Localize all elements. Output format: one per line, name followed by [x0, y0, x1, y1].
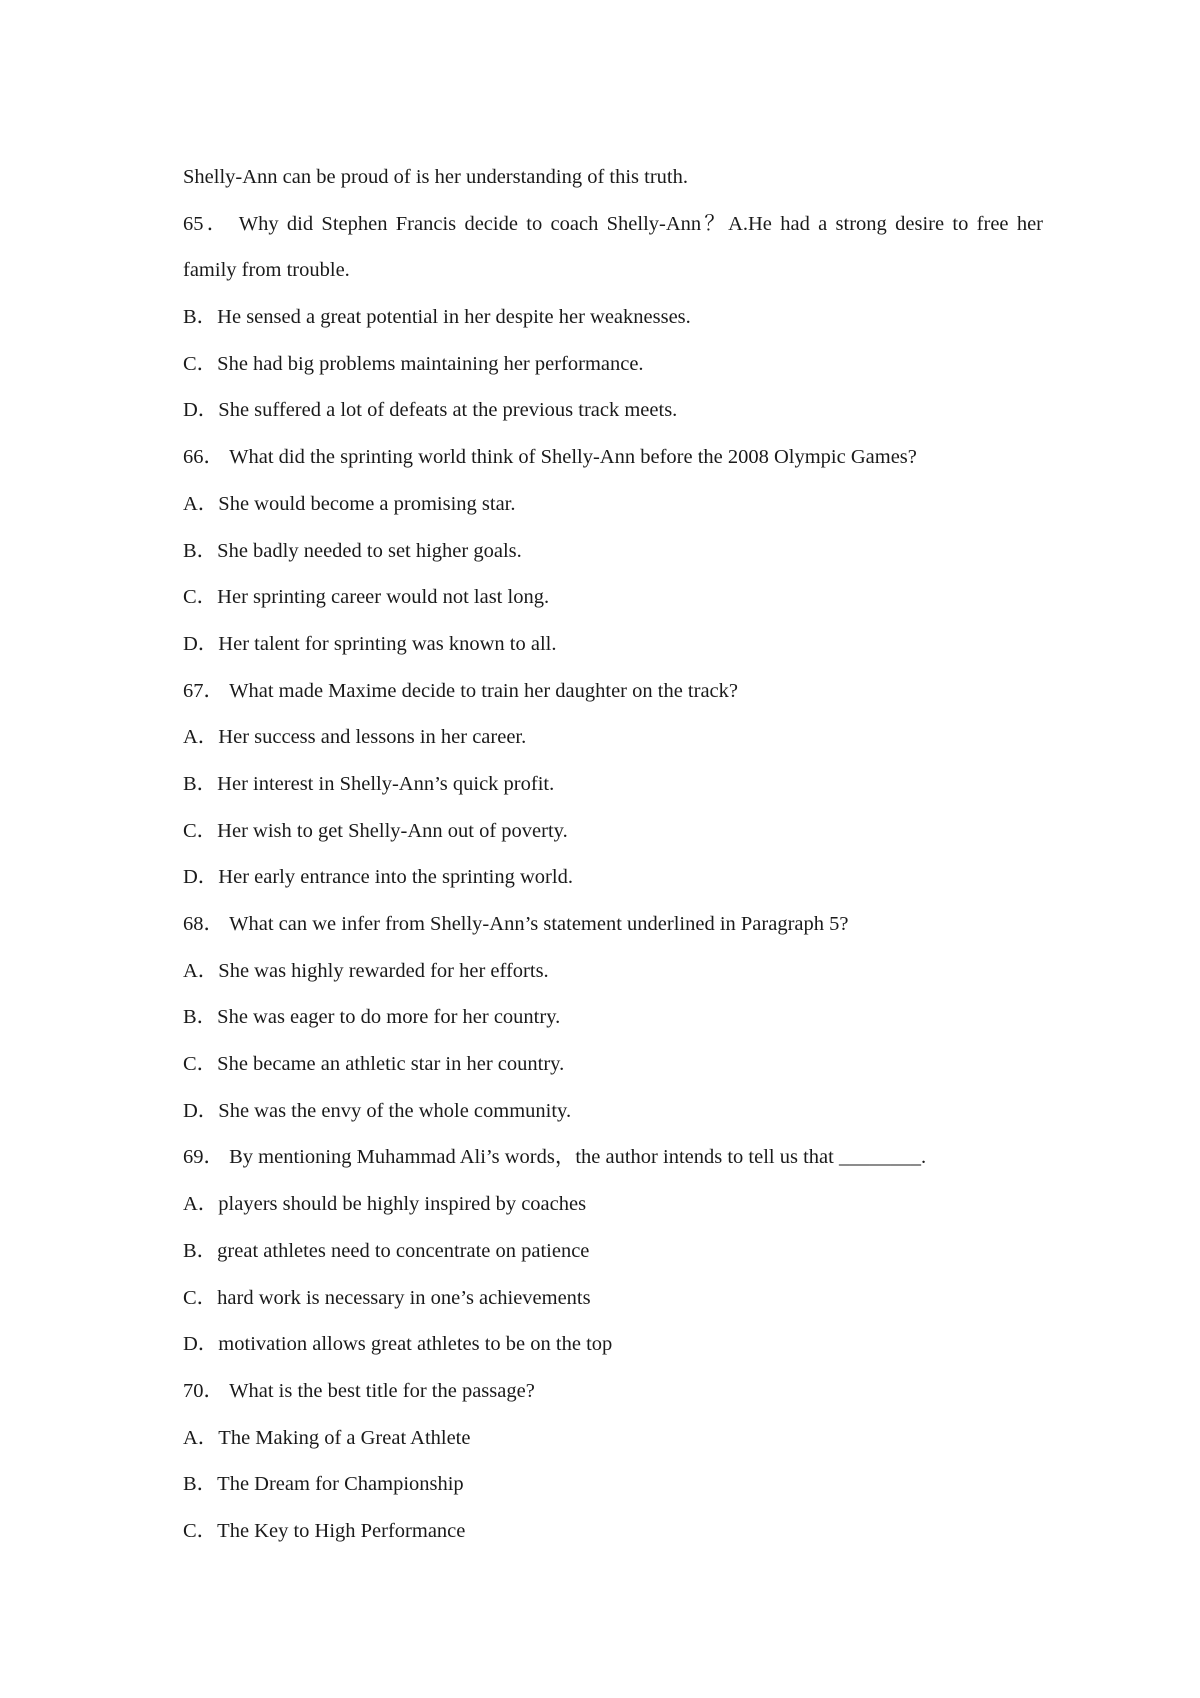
- question-number: 65．: [183, 212, 231, 235]
- question-stem: What did the sprinting world think of Shelly-Ann before the 2008 Olympic Games?: [229, 446, 917, 469]
- question-66-option-c: C．Her sprinting career would not last long.: [183, 586, 550, 609]
- question-68-option-d: D．She was the envy of the whole community.: [183, 1099, 572, 1122]
- question-70-option-a: A．The Making of a Great Athlete: [183, 1426, 471, 1449]
- question-number: 70．: [183, 1379, 224, 1402]
- question-stem: What is the best title for the passage?: [229, 1379, 535, 1402]
- question-number: 69．: [183, 1146, 224, 1169]
- question-67-option-a: A．Her success and lessons in her career.: [183, 726, 527, 749]
- question-stem: What can we infer from Shelly-Ann’s statement underlined in Paragraph 5?: [229, 913, 849, 935]
- question-67-option-d: D．Her early entrance into the sprinting world.: [183, 866, 573, 889]
- question-68-option-c: C．She became an athletic star in her country.: [183, 1053, 565, 1076]
- question-69-option-c: C．hard work is necessary in one’s achievements: [183, 1286, 591, 1309]
- question-69-stem: [183, 1134, 1043, 1181]
- question-69-option-b: B．great athletes need to concentrate on patience: [183, 1239, 590, 1262]
- question-66-option-a: A．She would become a promising star.: [183, 492, 516, 515]
- passage-continuation: Shelly-Ann can be proud of is her understanding of this truth.: [183, 166, 689, 188]
- exam-page: [183, 154, 1043, 1555]
- question-69-option-a: A．players should be highly inspired by coaches: [183, 1193, 587, 1216]
- question-68-option-a: A．She was highly rewarded for her efforts.: [183, 959, 549, 982]
- question-65-stem-continued: family from trouble.: [183, 259, 350, 282]
- question-number: 67．: [183, 679, 224, 702]
- question-66-option-b: B．She badly needed to set higher goals.: [183, 539, 522, 562]
- question-stem: By mentioning Muhammad Ali’s words，the author intends to tell us that: [229, 1146, 834, 1169]
- question-67-option-c: C．Her wish to get Shelly-Ann out of poverty.: [183, 819, 568, 842]
- answer-blank: ________.: [838, 1146, 927, 1169]
- question-65-option-d: D．She suffered a lot of defeats at the previous track meets.: [183, 399, 678, 422]
- question-number: 68．: [183, 913, 224, 935]
- question-stem: What made Maxime decide to train her daughter on the track?: [229, 679, 738, 702]
- question-68-stem: [183, 901, 1043, 948]
- question-70-option-c: C．The Key to High Performance: [183, 1519, 466, 1542]
- question-67-stem: [183, 668, 1043, 715]
- question-stem: Why did Stephen Francis decide to coach Shelly-Ann？A.He had a strong desire to free her: [238, 212, 1043, 235]
- question-68-option-b: B．She was eager to do more for her country.: [183, 1006, 561, 1029]
- question-69-option-d: D．motivation allows great athletes to be on the top: [183, 1333, 613, 1356]
- question-number: 66．: [183, 446, 224, 469]
- question-65-option-b: B．He sensed a great potential in her despite her weaknesses.: [183, 306, 691, 329]
- question-66-stem: [183, 434, 1043, 481]
- question-70-stem: [183, 1368, 1043, 1415]
- question-65-stem: [183, 201, 1043, 248]
- question-66-option-d: D．Her talent for sprinting was known to all.: [183, 632, 557, 655]
- question-70-option-b: B．The Dream for Championship: [183, 1473, 464, 1496]
- question-67-option-b: B．Her interest in Shelly-Ann’s quick profit.: [183, 772, 555, 795]
- question-65-option-c: C．She had big problems maintaining her performance.: [183, 352, 644, 375]
